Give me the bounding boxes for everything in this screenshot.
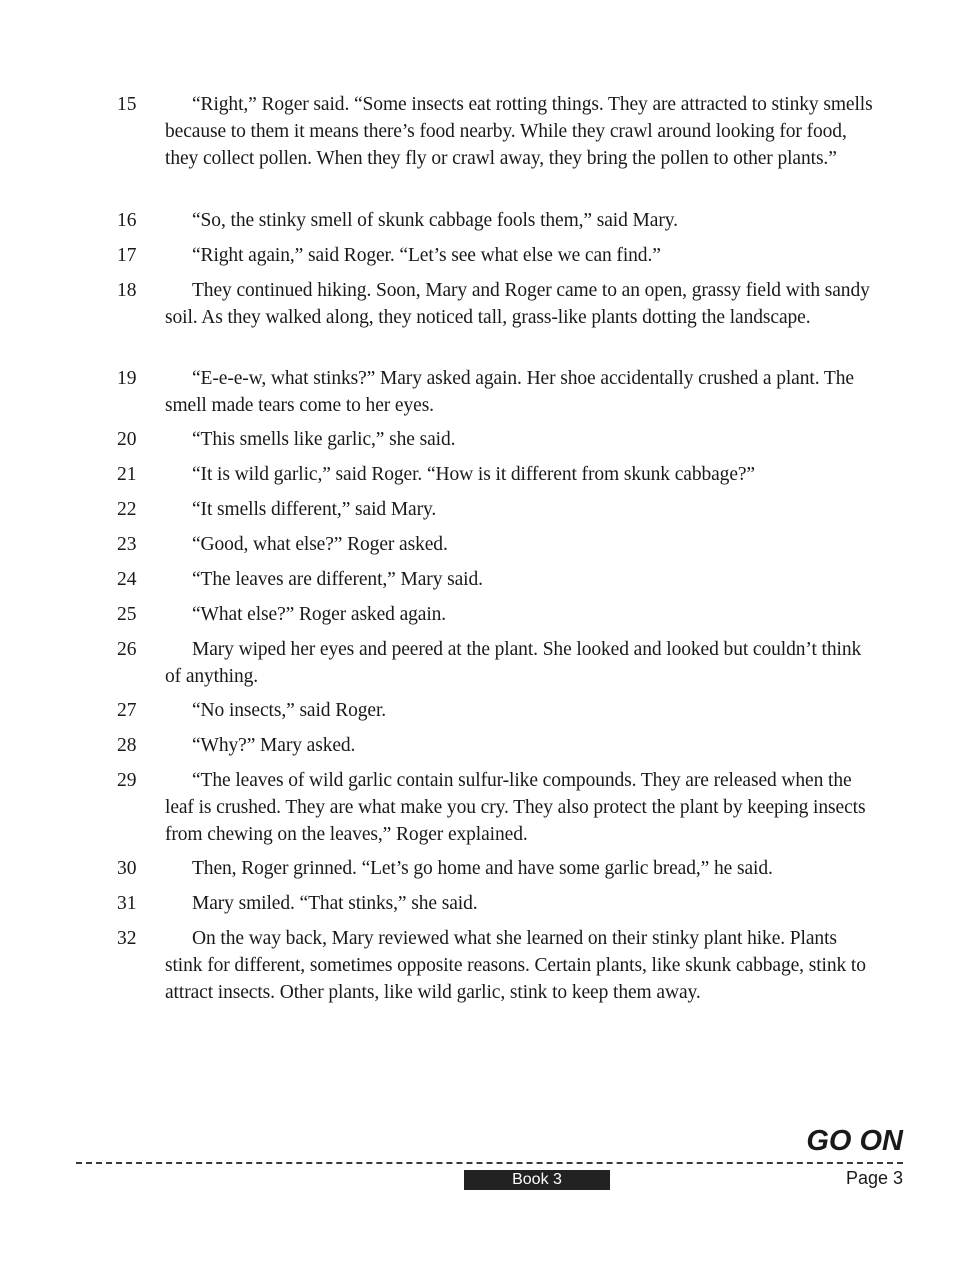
paragraph-number: 28	[117, 735, 137, 756]
paragraph-number: 18	[117, 280, 137, 301]
paragraph-text: “Right,” Roger said. “Some insects eat rotting things. They are attracted to stinky smells because to them it means there’s food nearby. While they crawl around looking for food, they collect pollen. When they fly or crawl away, they bring the pollen to other plants.”	[165, 94, 873, 169]
paragraph-text: They continued hiking. Soon, Mary and Roger came to an open, grassy field with sandy soil. As they walked along, they noticed tall, grass-like plants dotting the landscape.	[165, 280, 870, 328]
page-number: Page 3	[845, 1168, 903, 1188]
paragraph-number: 25	[117, 604, 137, 625]
paragraph-text: “This smells like garlic,” she said.	[192, 429, 456, 450]
paragraph-number: 15	[117, 94, 137, 115]
go-on-label: GO ON	[806, 1125, 903, 1157]
paragraph-text: “The leaves of wild garlic contain sulfur-like compounds. They are released when the leaf is crushed. They are what make you cry. They also protect the plant by keeping insects from chewing on the leaves,” Roger explained.	[165, 770, 866, 845]
paragraph-number: 17	[117, 245, 137, 266]
paragraph-number: 19	[117, 368, 137, 389]
paragraph-number: 16	[117, 210, 137, 231]
paragraph-text: Mary wiped her eyes and peered at the plant. She looked and looked but couldn’t think of anything.	[165, 639, 862, 687]
paragraph-text: “Good, what else?” Roger asked.	[192, 534, 448, 555]
paragraph-number: 30	[117, 858, 137, 879]
paragraph-number: 20	[117, 429, 137, 450]
paragraph-number: 21	[117, 464, 137, 485]
paragraph-text: On the way back, Mary reviewed what she learned on their stinky plant hike. Plants stink for different, sometimes opposite reasons. Certain plants, like skunk cabbage, stink to attract insects. Other plants, like wild garlic, stink to keep them away.	[165, 928, 866, 1003]
paragraph-number: 27	[117, 700, 137, 721]
paragraph-number: 24	[117, 569, 137, 590]
paragraph-number: 29	[117, 770, 137, 791]
paragraph-text: “No insects,” said Roger.	[192, 700, 387, 721]
footer-divider	[76, 1162, 903, 1164]
paragraph-text: “The leaves are different,” Mary said.	[192, 569, 483, 590]
paragraph-text: “It smells different,” said Mary.	[192, 499, 437, 520]
paragraph-text: “What else?” Roger asked again.	[192, 604, 447, 625]
paragraph-number: 22	[117, 499, 137, 520]
paragraph-text: “E-e-e-w, what stinks?” Mary asked again. Her shoe accidentally crushed a plant. The smell made tears come to her eyes.	[165, 368, 854, 416]
paragraph-text: Mary smiled. “That stinks,” she said.	[192, 893, 478, 914]
paragraph-text: “It is wild garlic,” said Roger. “How is it different from skunk cabbage?”	[192, 464, 755, 485]
paragraph-text: “Right again,” said Roger. “Let’s see what else we can find.”	[192, 245, 661, 266]
paragraph-number: 31	[117, 893, 137, 914]
paragraph-number: 23	[117, 534, 137, 555]
book-label: Book 3	[464, 1170, 610, 1190]
paragraph-text: Then, Roger grinned. “Let’s go home and have some garlic bread,” he said.	[192, 858, 773, 879]
paragraph-number: 26	[117, 639, 137, 660]
paragraph-text: “Why?” Mary asked.	[192, 735, 356, 756]
paragraph-text: “So, the stinky smell of skunk cabbage fools them,” said Mary.	[192, 210, 678, 231]
paragraph-number: 32	[117, 928, 137, 949]
